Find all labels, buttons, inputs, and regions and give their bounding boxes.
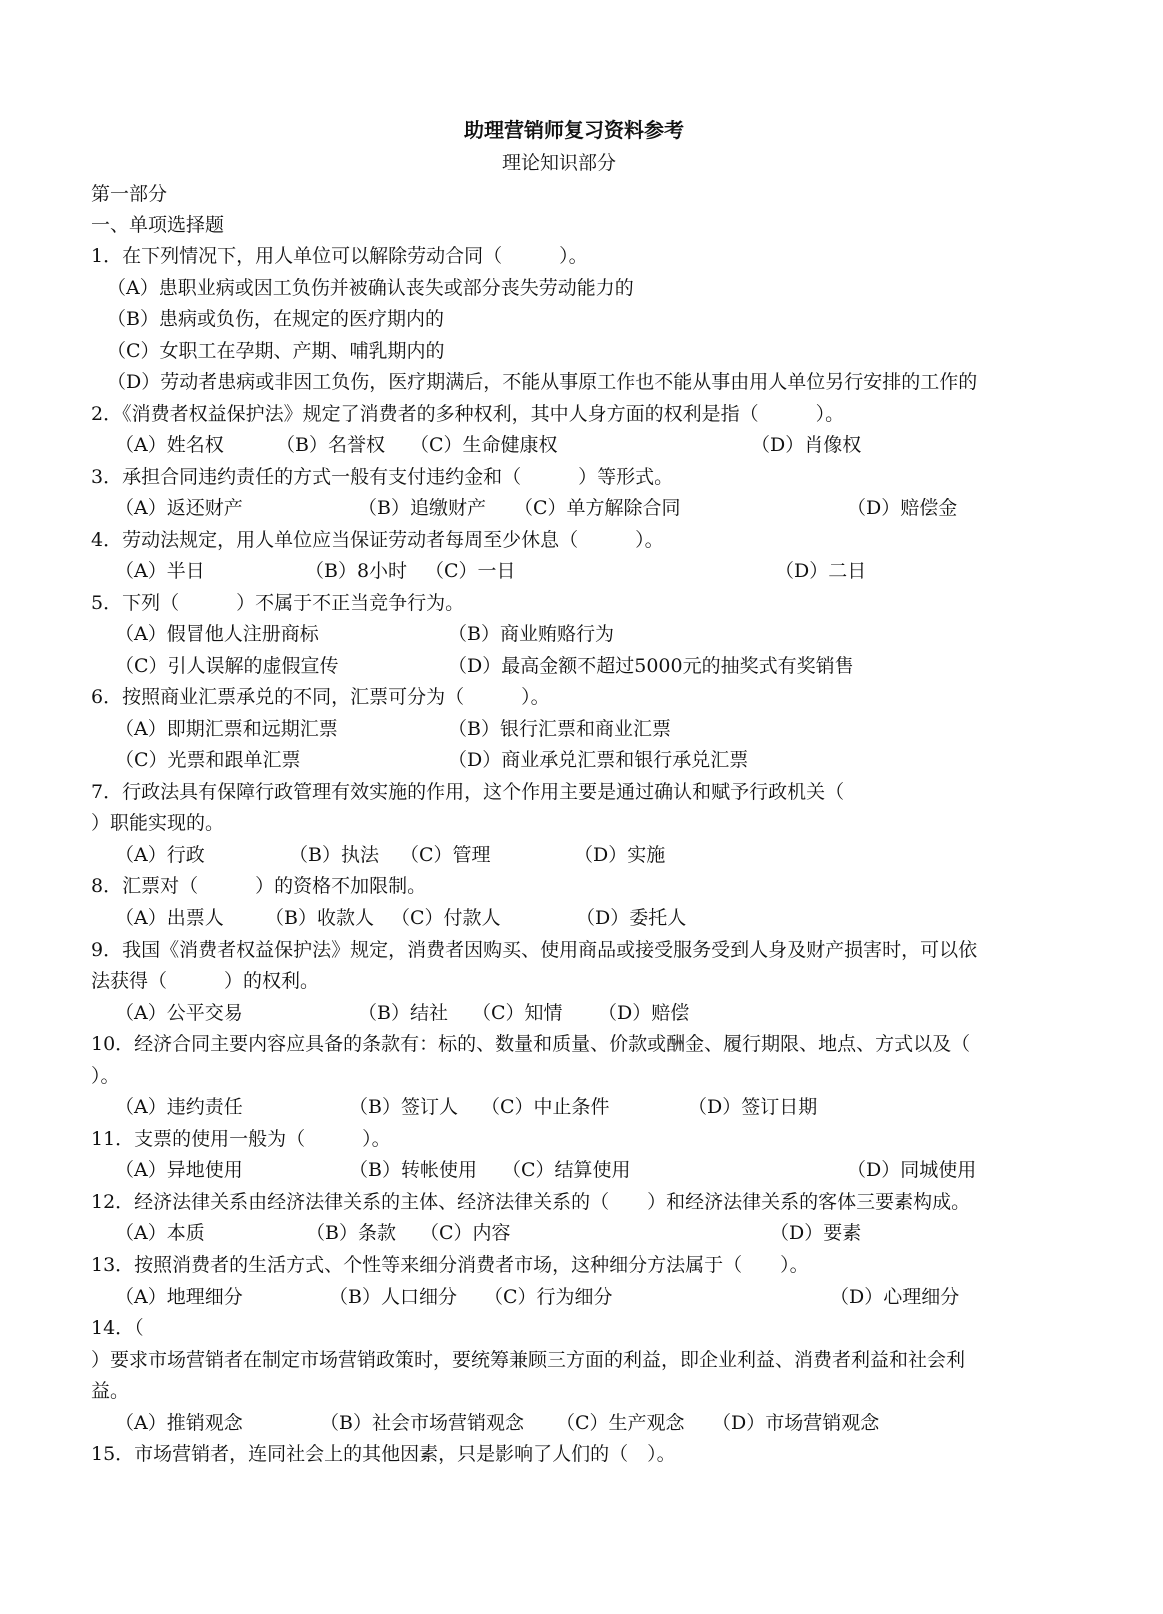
question-6-option-d: （D）商业承兑汇票和银行承兑汇票 bbox=[448, 749, 749, 771]
question-5-option-a: （A）假冒他人注册商标 bbox=[115, 623, 319, 645]
question-12-option-b: （B）条款 bbox=[306, 1222, 396, 1244]
question-9-option-d: （D）赔偿 bbox=[598, 1002, 690, 1024]
question-1-stem: 1．在下列情况下，用人单位可以解除劳动合同（ ）。 bbox=[91, 245, 588, 267]
question-5-stem: 5．下列（ ）不属于不正当竞争行为。 bbox=[91, 592, 465, 614]
question-15-stem: 15．市场营销者，连同社会上的其他因素，只是影响了人们的（ ）。 bbox=[91, 1443, 676, 1465]
question-13-stem: 13．按照消费者的生活方式、个性等来细分消费者市场，这种细分方法属于（ ）。 bbox=[91, 1254, 809, 1276]
question-14-option-a: （A）推销观念 bbox=[115, 1412, 243, 1434]
question-11-option-d: （D）同城使用 bbox=[847, 1159, 977, 1181]
question-3-option-c: （C）单方解除合同 bbox=[514, 497, 681, 519]
question-14-option-b: （B）社会市场营销观念 bbox=[320, 1412, 524, 1434]
question-8-option-a: （A）出票人 bbox=[115, 907, 224, 929]
question-10-option-c: （C）中止条件 bbox=[481, 1096, 610, 1118]
question-2-option-a: （A）姓名权 bbox=[115, 434, 224, 456]
question-4-stem: 4．劳动法规定，用人单位应当保证劳动者每周至少休息（ ）。 bbox=[91, 529, 664, 551]
question-7-stem-continued: ）职能实现的。 bbox=[91, 812, 225, 834]
question-2-option-d: （D）肖像权 bbox=[751, 434, 862, 456]
question-13-option-c: （C）行为细分 bbox=[484, 1286, 613, 1308]
question-3-stem: 3．承担合同违约责任的方式一般有支付违约金和（ ）等形式。 bbox=[91, 466, 674, 488]
question-8-option-c: （C）付款人 bbox=[391, 907, 501, 929]
question-5-option-c: （C）引人误解的虚假宣传 bbox=[115, 655, 339, 677]
question-7-stem: 7．行政法具有保障行政管理有效实施的作用，这个作用主要是通过确认和赋予行政机关（ bbox=[91, 781, 845, 803]
question-8-option-d: （D）委托人 bbox=[576, 907, 687, 929]
question-6-option-b: （B）银行汇票和商业汇票 bbox=[448, 718, 671, 740]
question-10-option-b: （B）签订人 bbox=[349, 1096, 458, 1118]
question-5-option-d: （D）最高金额不超过5000元的抽奖式有奖销售 bbox=[448, 655, 854, 677]
question-9-option-c: （C）知情 bbox=[472, 1002, 563, 1024]
question-10-option-a: （A）违约责任 bbox=[115, 1096, 243, 1118]
question-6-stem: 6．按照商业汇票承兑的不同，汇票可分为（ ）。 bbox=[91, 686, 550, 708]
question-1-option-c: （C）女职工在孕期、产期、哺乳期内的 bbox=[107, 340, 445, 362]
question-11-option-a: （A）异地使用 bbox=[115, 1159, 243, 1181]
question-11-stem: 11．支票的使用一般为（ ）。 bbox=[91, 1128, 391, 1150]
question-3-option-a: （A）返还财产 bbox=[115, 497, 243, 519]
question-14-stem-continued: ）要求市场营销者在制定市场营销政策时，要统筹兼顾三方面的利益，即企业利益、消费者利益和社会利 bbox=[91, 1349, 966, 1371]
question-12-option-c: （C）内容 bbox=[420, 1222, 511, 1244]
question-1-option-b: （B）患病或负伤，在规定的医疗期内的 bbox=[107, 308, 444, 330]
question-14-stem: 14．（ bbox=[91, 1317, 144, 1339]
question-4-option-d: （D）二日 bbox=[775, 560, 867, 582]
question-10-stem: 10．经济合同主要内容应具备的条款有：标的、数量和质量、价款或酬金、履行期限、地点、方式以及（ bbox=[91, 1033, 971, 1055]
question-14-option-c: （C）生产观念 bbox=[556, 1412, 685, 1434]
question-8-option-b: （B）收款人 bbox=[265, 907, 374, 929]
question-12-stem: 12．经济法律关系由经济法律关系的主体、经济法律关系的（ ）和经济法律关系的客体三要素构成。 bbox=[91, 1191, 971, 1213]
question-4-option-c: （C）一日 bbox=[425, 560, 516, 582]
question-6-option-c: （C）光票和跟单汇票 bbox=[115, 749, 301, 771]
question-5-option-b: （B）商业贿赂行为 bbox=[448, 623, 614, 645]
question-3-option-b: （B）追缴财产 bbox=[358, 497, 486, 519]
question-13-option-b: （B）人口细分 bbox=[329, 1286, 457, 1308]
question-9-option-a: （A）公平交易 bbox=[115, 1002, 243, 1024]
question-9-stem-continued: 法获得（ ）的权利。 bbox=[91, 970, 320, 992]
question-9-option-b: （B）结社 bbox=[358, 1002, 448, 1024]
question-11-option-b: （B）转帐使用 bbox=[349, 1159, 477, 1181]
question-7-option-c: （C）管理 bbox=[400, 844, 491, 866]
question-14-option-d: （D）市场营销观念 bbox=[712, 1412, 880, 1434]
question-11-option-c: （C）结算使用 bbox=[502, 1159, 631, 1181]
question-3-option-d: （D）赔偿金 bbox=[847, 497, 958, 519]
question-14-stem-end: 益。 bbox=[91, 1380, 130, 1402]
question-4-option-a: （A）半日 bbox=[115, 560, 205, 582]
section-heading: 一、单项选择题 bbox=[91, 214, 225, 236]
question-2-stem: 2．《消费者权益保护法》规定了消费者的多种权利，其中人身方面的权利是指（ ）。 bbox=[91, 403, 845, 425]
question-2-option-b: （B）名誉权 bbox=[276, 434, 385, 456]
question-7-option-d: （D）实施 bbox=[574, 844, 666, 866]
question-10-option-d: （D）签订日期 bbox=[688, 1096, 818, 1118]
question-7-option-a: （A）行政 bbox=[115, 844, 205, 866]
question-4-option-b: （B）8小时 bbox=[305, 560, 408, 582]
question-1-option-d: （D）劳动者患病或非因工负伤，医疗期满后，不能从事原工作也不能从事由用人单位另行安排的工作的 bbox=[107, 371, 978, 393]
question-9-stem: 9．我国《消费者权益保护法》规定，消费者因购买、使用商品或接受服务受到人身及财产损害时，可以依 bbox=[91, 939, 978, 961]
document-subtitle: 理论知识部分 bbox=[502, 152, 617, 174]
question-6-option-a: （A）即期汇票和远期汇票 bbox=[115, 718, 338, 740]
question-13-option-d: （D）心理细分 bbox=[830, 1286, 960, 1308]
question-10-stem-continued: ）。 bbox=[91, 1065, 120, 1087]
question-12-option-a: （A）本质 bbox=[115, 1222, 205, 1244]
document-title: 助理营销师复习资料参考 bbox=[464, 118, 684, 142]
part-heading: 第一部分 bbox=[91, 183, 168, 205]
question-13-option-a: （A）地理细分 bbox=[115, 1286, 243, 1308]
question-8-stem: 8．汇票对（ ）的资格不加限制。 bbox=[91, 875, 427, 897]
question-1-option-a: （A）患职业病或因工负伤并被确认丧失或部分丧失劳动能力的 bbox=[107, 277, 634, 299]
question-7-option-b: （B）执法 bbox=[289, 844, 379, 866]
question-12-option-d: （D）要素 bbox=[770, 1222, 862, 1244]
question-2-option-c: （C）生命健康权 bbox=[410, 434, 558, 456]
